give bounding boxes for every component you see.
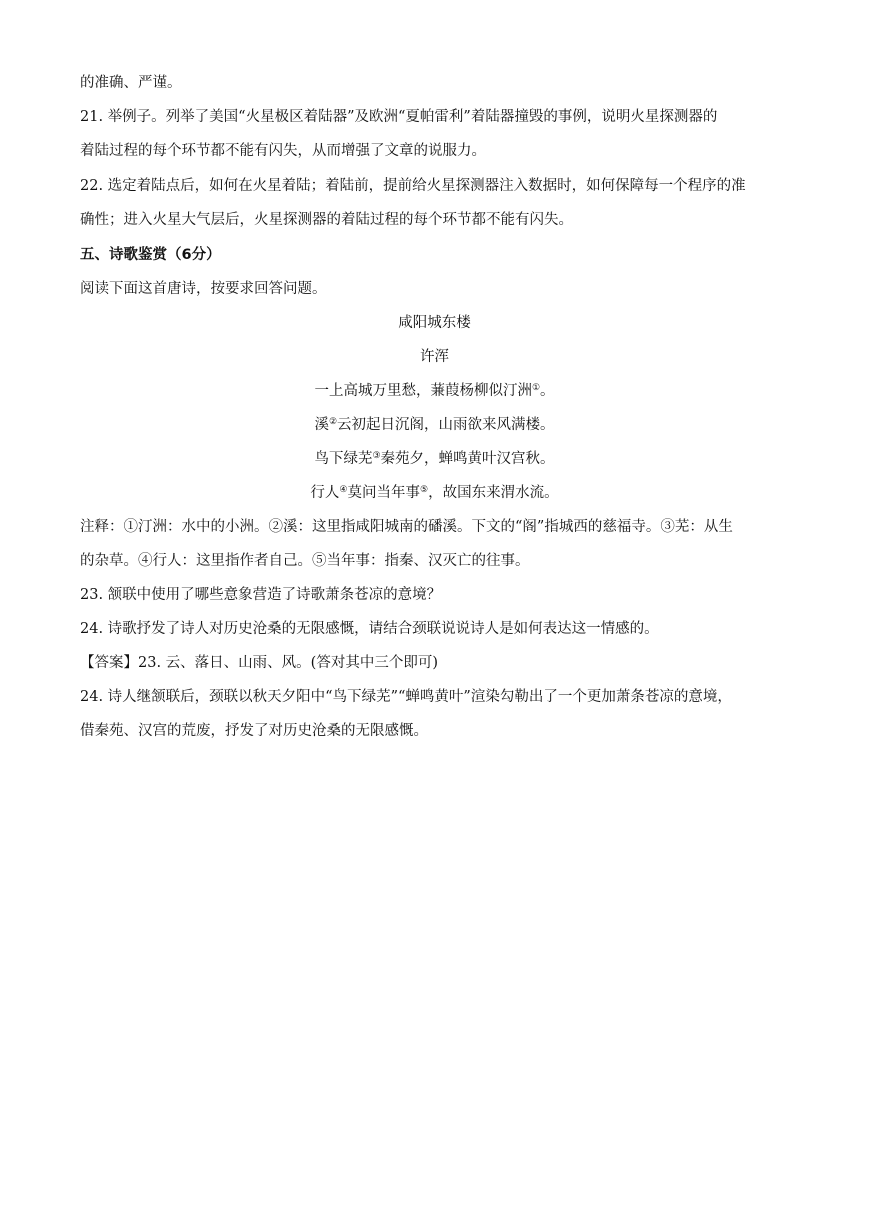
footnote-marker: ⑤ [420, 485, 429, 495]
poem-line-4-mid: 莫问当年事 [347, 485, 420, 501]
poem-line-1-text: 一上高城万里愁，蒹葭杨柳似汀洲 [314, 383, 532, 399]
poem-line-1 [0, 381, 869, 401]
footnote-marker: ④ [339, 485, 348, 495]
instruction-text: 阅读下面这首唐诗，按要求回答问题。 [80, 281, 327, 297]
poem-line-4-pre: 行人 [310, 485, 340, 501]
poem-title: 咸阳城东楼 [398, 315, 471, 331]
poem-line-3-text: 秦苑夕，蝉鸣黄叶汉宫秋。 [380, 451, 555, 467]
notes-line-2: 的杂草。④行人：这里指作者自己。⑤当年事：指秦、汉灭亡的往事。 [80, 553, 530, 569]
answer-24-line-1: 24. 诗人继颔联后，颈联以秋天夕阳中“鸟下绿芜”“蝉鸣黄叶”渲染勾勒出了一个更加萧条苍凉的意境， [80, 689, 732, 705]
notes-line-1: 注释：①汀洲：水中的小洲。②溪：这里指咸阳城南的磻溪。下文的“阁”指城西的慈福寺。③芜：从生 [80, 519, 733, 535]
poem-line-1-end: 。 [540, 383, 555, 399]
carry-over-text: 的准确、严谨。 [80, 75, 182, 91]
poem-line-2-text: 云初起日沉阁，山雨欲来风满楼。 [337, 417, 555, 433]
answer-21-line-1: 21. 举例子。列举了美国“火星极区着陆器”及欧洲“夏帕雷利”着陆器撞毁的事例，说明火星探测器的 [80, 109, 718, 125]
answer-line [80, 653, 794, 673]
answer-21-line-2: 着陆过程的每个环节都不能有闪失，从而增强了文章的说服力。 [80, 143, 486, 159]
question-23: 23. 颔联中使用了哪些意象营造了诗歌萧条苍凉的意境？ [80, 587, 442, 603]
poem-line-2-pre: 溪 [314, 417, 329, 433]
answer-22-line-2: 确性；进入火星大气层后，火星探测器的着陆过程的每个环节都不能有闪失。 [80, 212, 573, 228]
answer-24-line-2: 借秦苑、汉宫的荒废，抒发了对历史沧桑的无限感慨。 [80, 723, 428, 739]
poem-line-4 [0, 483, 869, 503]
poem-line-3 [0, 449, 869, 469]
question-24: 24. 诗歌抒发了诗人对历史沧桑的无限感慨，请结合颈联说说诗人是如何表达这一情感的。 [80, 621, 659, 637]
poem-line-4-text: ，故国东来渭水流。 [428, 485, 559, 501]
section-heading: 五、诗歌鉴赏（6分） [80, 247, 221, 263]
footnote-marker: ③ [372, 451, 381, 461]
footnote-marker: ① [531, 383, 541, 393]
poem-author: 许浑 [420, 349, 449, 365]
answer-23: 23. 云、落日、山雨、风。(答对其中三个即可) [138, 655, 438, 671]
poem-line-3-pre: 鸟下绿芜 [314, 451, 373, 467]
poem-line-2 [0, 415, 869, 435]
answer-22-line-1: 22. 选定着陆点后，如何在火星着陆；着陆前，提前给火星探测器注入数据时，如何保障每一个程序的准 [80, 178, 746, 194]
footnote-marker: ② [328, 417, 338, 427]
answer-tag: 【答案】 [80, 655, 138, 671]
